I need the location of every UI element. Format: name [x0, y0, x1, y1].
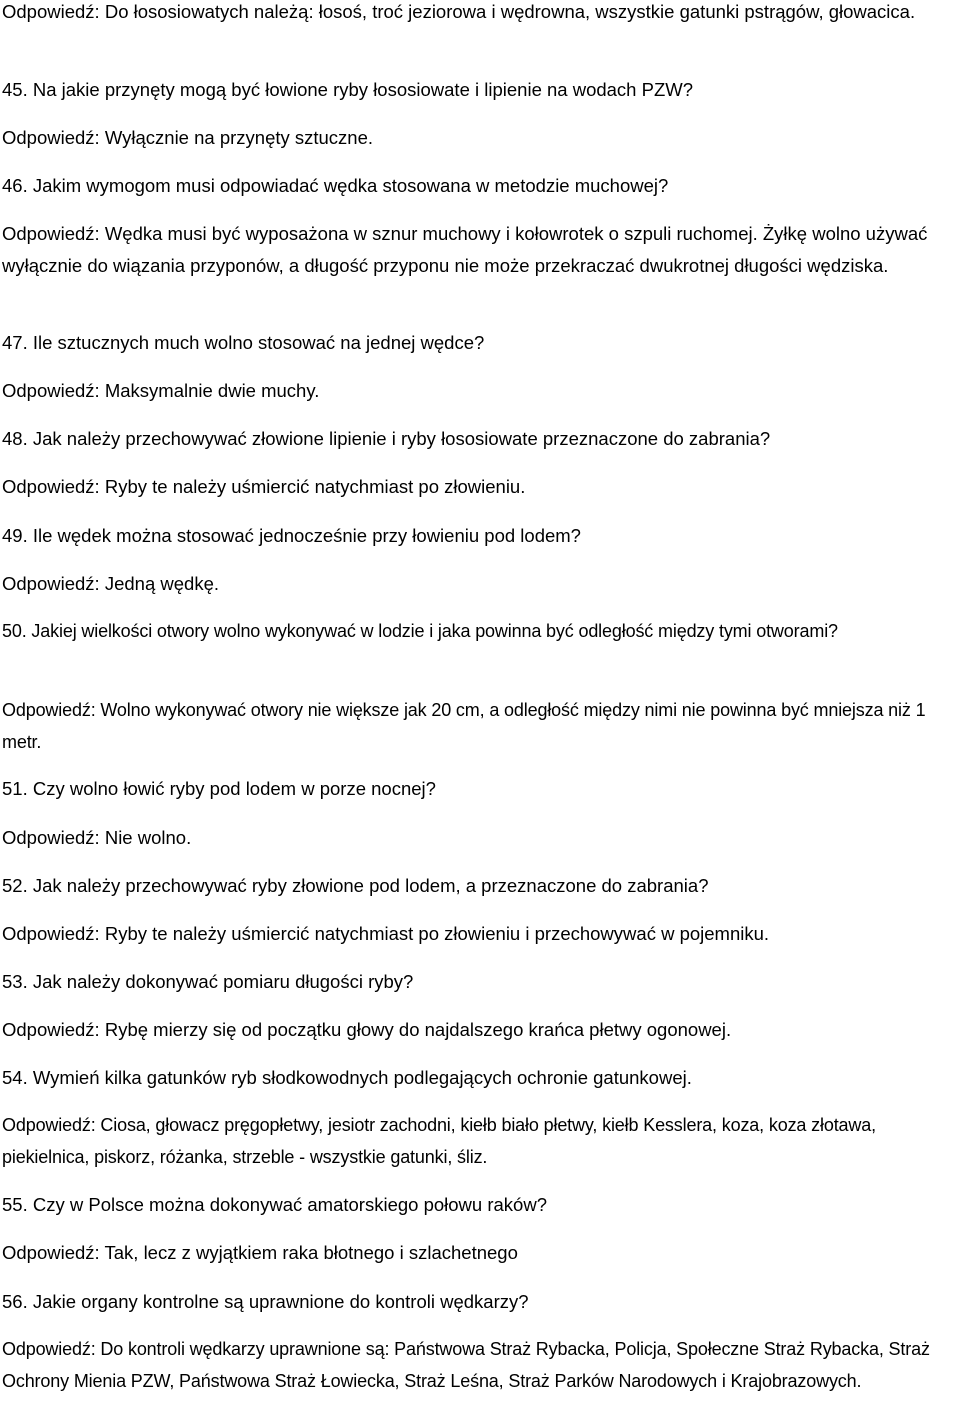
question-50: 50. Jakiej wielkości otwory wolno wykonywać w lodzie i jaka powinna być odległość między tymi otworami?	[2, 621, 838, 641]
question-55: 55. Czy w Polsce można dokonywać amatorskiego połowu raków?	[2, 1194, 547, 1215]
question-53: 53. Jak należy dokonywać pomiaru długości ryby?	[2, 971, 414, 992]
question-46: 46. Jakim wymogom musi odpowiadać wędka stosowana w metodzie muchowej?	[2, 175, 669, 196]
answer-53: Odpowiedź: Rybę mierzy się od początku głowy do najdalszego krańca płetwy ogonowej.	[2, 1019, 732, 1040]
question-47: 47. Ile sztucznych much wolno stosować na jednej wędce?	[2, 332, 485, 353]
answer-46: Odpowiedź: Wędka musi być wyposażona w sznur muchowy i kołowrotek o szpuli ruchomej. Żyłkę wolno używać wyłącznie do wiązania przyponów, a długość przyponu nie może przekraczać dwukrotnej długości wędziska.	[2, 223, 928, 276]
answer-49: Odpowiedź: Jedną wędkę.	[2, 573, 219, 594]
question-49: 49. Ile wędek można stosować jednocześnie przy łowieniu pod lodem?	[2, 525, 581, 546]
answer-51: Odpowiedź: Nie wolno.	[2, 827, 192, 848]
answer-54: Odpowiedź: Ciosa, głowacz pręgopłetwy, jesiotr zachodni, kiełb biało płetwy, kiełb Kesslera, koza, koza złotawa, piekielnica, piskorz, różanka, strzeble - wszystkie gatunki, śliz.	[2, 1115, 876, 1167]
question-52: 52. Jak należy przechowywać ryby złowione pod lodem, a przeznaczone do zabrania?	[2, 875, 709, 896]
answer-47: Odpowiedź: Maksymalnie dwie muchy.	[2, 380, 320, 401]
question-51: 51. Czy wolno łowić ryby pod lodem w porze nocnej?	[2, 778, 436, 799]
question-56: 56. Jakie organy kontrolne są uprawnione do kontroli wędkarzy?	[2, 1291, 529, 1312]
answer-44: Odpowiedź: Do łososiowatych należą: łosoś, troć jeziorowa i wędrowna, wszystkie gatunki pstrągów, głowacica.	[2, 1, 916, 22]
answer-45: Odpowiedź: Wyłącznie na przynęty sztuczne.	[2, 127, 374, 148]
answer-50: Odpowiedź: Wolno wykonywać otwory nie większe jak 20 cm, a odległość między nimi nie powinna być mniejsza niż 1 metr.	[2, 700, 926, 752]
answer-55: Odpowiedź: Tak, lecz z wyjątkiem raka błotnego i szlachetnego	[2, 1242, 518, 1263]
question-45: 45. Na jakie przynęty mogą być łowione ryby łososiowate i lipienie na wodach PZW?	[2, 79, 694, 100]
answer-48: Odpowiedź: Ryby te należy uśmiercić natychmiast po złowieniu.	[2, 476, 526, 497]
question-54: 54. Wymień kilka gatunków ryb słodkowodnych podlegających ochronie gatunkowej.	[2, 1067, 692, 1088]
question-48: 48. Jak należy przechowywać złowione lipienie i ryby łososiowate przeznaczone do zabrania?	[2, 428, 771, 449]
answer-52: Odpowiedź: Ryby te należy uśmiercić natychmiast po złowieniu i przechowywać w pojemniku.	[2, 923, 770, 944]
answer-56: Odpowiedź: Do kontroli wędkarzy uprawnione są: Państwowa Straż Rybacka, Policja, Społeczne Straż Rybacka, Straż Ochrony Mienia PZW, Państwowa Straż Łowiecka, Straż Leśna, Straż Parków Narodowych i Krajobrazowych.	[2, 1339, 930, 1391]
